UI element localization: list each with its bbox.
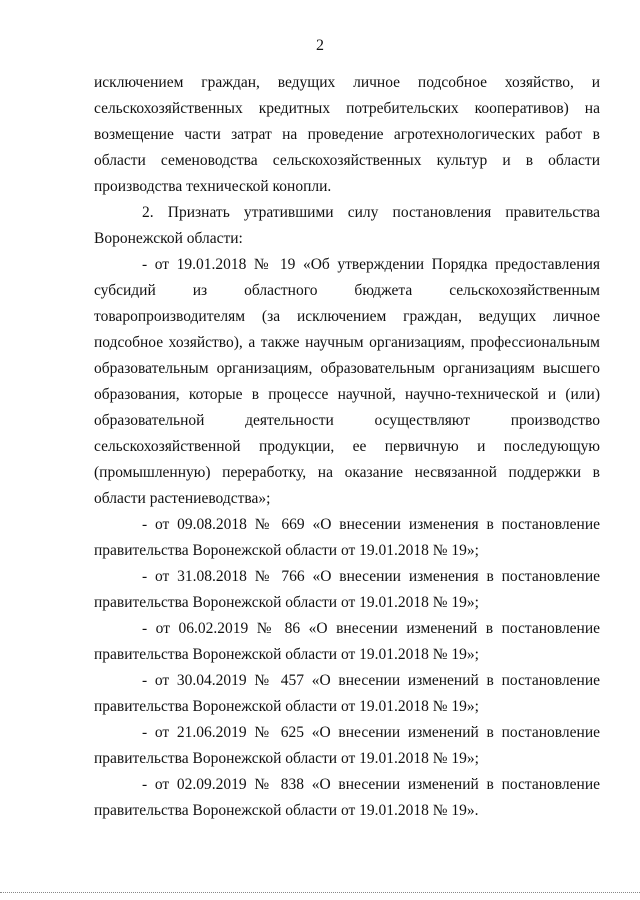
paragraph-item-2: 2. Признать утратившими силу постановления правительства Воронежской области: <box>94 204 600 247</box>
page-bottom-divider <box>0 892 640 893</box>
list-item-decree-838: - от 02.09.2019 № 838 «О внесении изменений в постановление правительства Воронежской области от 19.01.2018 № 19». <box>94 776 600 819</box>
list-item-decree-19: - от 19.01.2018 № 19 «Об утверждении Порядка предоставления субсидий из областного бюджета сельскохозяйственным товаропроизводителям (за исключением граждан, ведущих личное подсобное хозяйство), а также научным организациям, профессиональным образовательным организациям, образовательным организациям высшего образования, которые в процессе научной, научно-технической и (или) образовательной деятельности осуществляют производство сельскохозяйственной продукции, ее первичную и последующую (промышленную) переработку, на оказание несвязанной поддержки в области растениеводства»; <box>94 256 600 507</box>
list-item-decree-86: - от 06.02.2019 № 86 «О внесении изменений в постановление правительства Воронежской области от 19.01.2018 № 19»; <box>94 620 600 663</box>
document-body <box>94 70 600 824</box>
list-item-decree-766: - от 31.08.2018 № 766 «О внесении изменения в постановление правительства Воронежской области от 19.01.2018 № 19»; <box>94 568 600 611</box>
paragraph-continuation: исключением граждан, ведущих личное подсобное хозяйство, и сельскохозяйственных кредитных потребительских кооперативов) на возмещение части затрат на проведение агротехнологических работ в области семеноводства сельскохозяйственных культур и в области производства технической конопли. <box>94 74 600 195</box>
page-number: 2 <box>316 37 324 54</box>
list-item-decree-669: - от 09.08.2018 № 669 «О внесении изменения в постановление правительства Воронежской области от 19.01.2018 № 19»; <box>94 516 600 559</box>
list-item-decree-457: - от 30.04.2019 № 457 «О внесении изменений в постановление правительства Воронежской области от 19.01.2018 № 19»; <box>94 672 600 715</box>
list-item-decree-625: - от 21.06.2019 № 625 «О внесении изменений в постановление правительства Воронежской области от 19.01.2018 № 19»; <box>94 724 600 767</box>
